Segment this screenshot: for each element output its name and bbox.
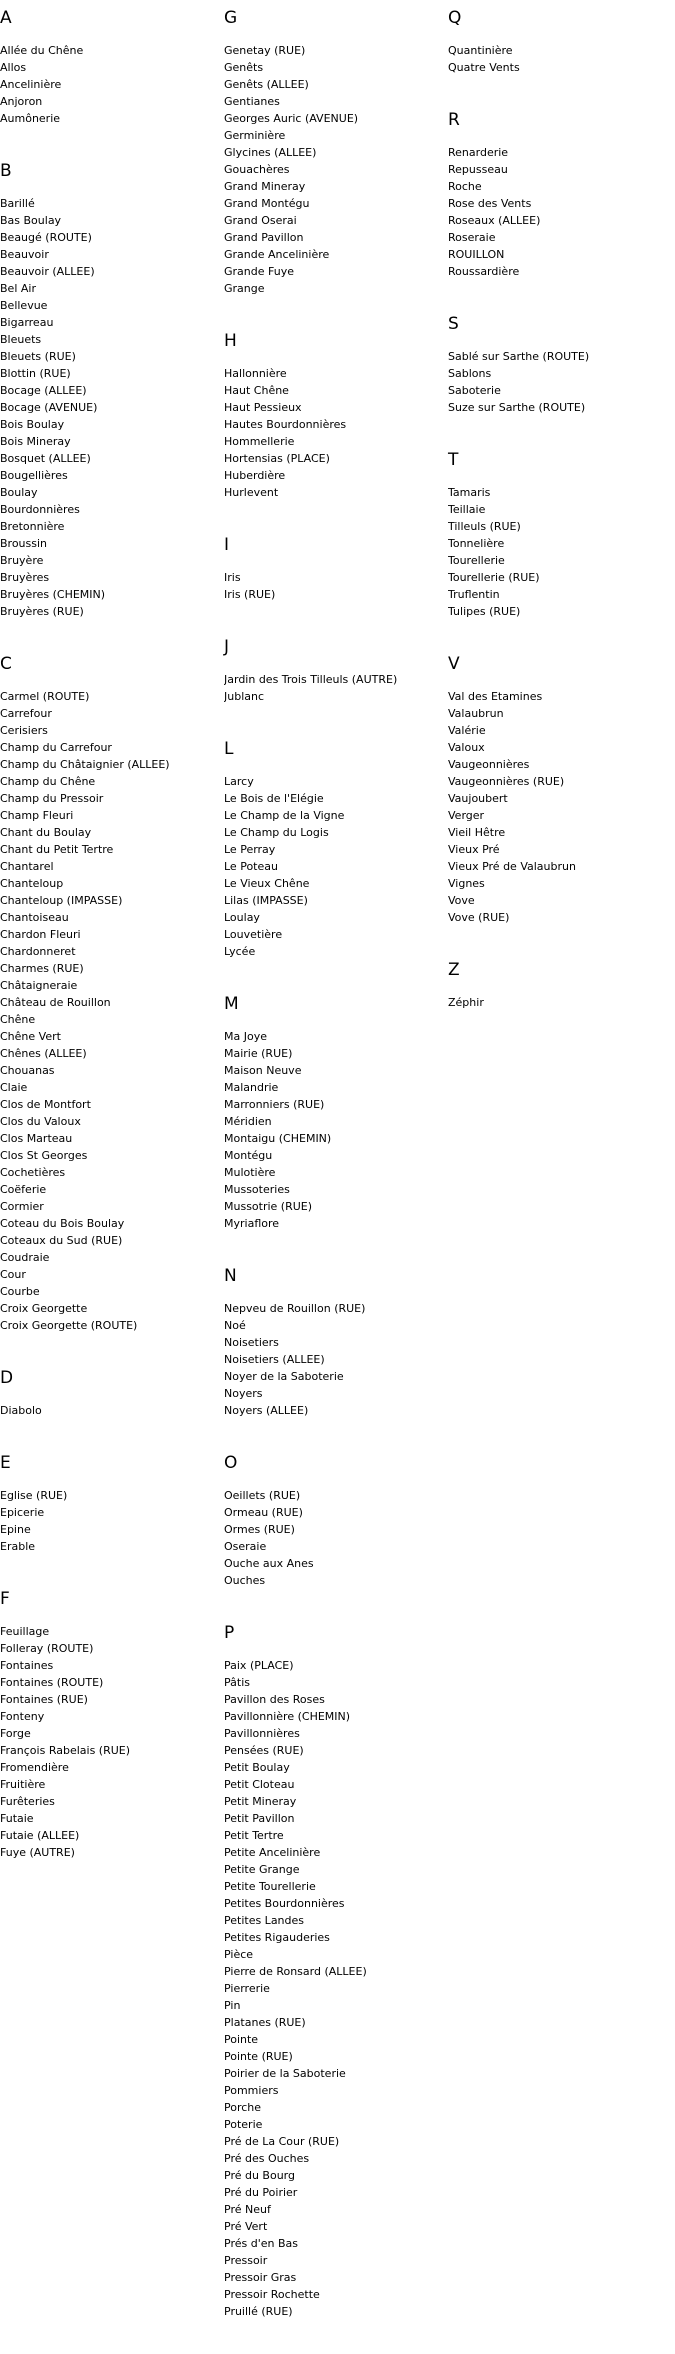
street-name: Futaie [0,1812,34,1825]
street-list [0,1487,218,1555]
street-name: Hautes Bourdonnières [224,418,347,431]
letter-section [224,994,442,1232]
street-list [224,42,442,297]
letter-section [448,314,666,416]
street-name: Montégu [224,1149,273,1162]
letter-section [224,637,442,705]
street-name: Fonteny [0,1710,45,1723]
street-name: Ormeau (RUE) [224,1506,303,1519]
street-name: Clos de Montfort [0,1098,91,1111]
street-name: Le Poteau [224,860,278,873]
street-name: Noyer de la Saboterie [224,1370,344,1383]
letter-heading: Q [448,8,462,28]
street-name: Tourellerie (RUE) [448,571,540,584]
street-name: Georges Auric (AVENUE) [224,112,359,125]
letter-section [448,110,666,280]
letter-heading: I [224,535,230,555]
street-name: Tamaris [448,486,491,499]
street-name: Maison Neuve [224,1064,302,1077]
street-name: Quatre Vents [448,61,520,74]
column-2 [224,8,442,2354]
letter-section [224,8,442,297]
street-name: Chanteloup (IMPASSE) [0,894,123,907]
street-name: Lycée [224,945,256,958]
street-name: Sablons [448,367,492,380]
street-list [448,484,666,620]
street-list [448,42,666,76]
street-name: Le Champ de la Vigne [224,809,345,822]
letter-section [0,1589,218,1861]
street-name: Bougellières [0,469,68,482]
street-name: Châtaigneraie [0,979,78,992]
street-name: Bruyères [0,571,50,584]
street-name: Anjoron [0,95,43,108]
street-name: Verger [448,809,485,822]
street-name: Bruyères (RUE) [0,605,84,618]
street-name: Pré Vert [224,2220,268,2233]
street-name: Hortensias (PLACE) [224,452,330,465]
street-name: Fromendière [0,1761,69,1774]
street-list [0,688,218,1334]
street-name: Cour [0,1268,26,1281]
street-name: Myriaflore [224,1217,280,1230]
street-name: Malandrie [224,1081,279,1094]
street-name: Champ du Carrefour [0,741,112,754]
street-name: Coëferie [0,1183,47,1196]
street-name: Pressoir [224,2254,268,2267]
street-name: Haut Chêne [224,384,289,397]
street-name: Roseraie [448,231,496,244]
letter-section [0,161,218,620]
letter-heading: P [224,1623,235,1643]
street-name: Beauvoir [0,248,49,261]
street-name: Méridien [224,1115,272,1128]
street-name: Valérie [448,724,486,737]
street-name: Vaugeonnières [448,758,530,771]
street-name: Pré du Bourg [224,2169,295,2182]
letter-section [0,8,218,127]
street-name: Pommiers [224,2084,279,2097]
letter-section [224,1453,442,1589]
street-name: Chantoiseau [0,911,69,924]
street-name: Feuillage [0,1625,50,1638]
letter-section [0,654,218,1334]
street-name: Pâtis [224,1676,250,1689]
letter-section [224,331,442,501]
street-name: Grand Montégu [224,197,310,210]
street-name: Pruillé (RUE) [224,2305,293,2318]
letter-section [0,1453,218,1555]
street-name: Montaigu (CHEMIN) [224,1132,332,1145]
street-name: Château de Rouillon [0,996,111,1009]
street-name: Roussardière [448,265,520,278]
street-name: Mairie (RUE) [224,1047,293,1060]
street-list [224,773,442,960]
street-name: Gouachères [224,163,290,176]
street-name: Barillé [0,197,35,210]
street-name: Grand Mineray [224,180,306,193]
street-name: Allée du Chêne [0,44,84,57]
street-name: Ma Joye [224,1030,267,1043]
letter-heading: J [224,637,230,657]
street-name: Forge [0,1727,31,1740]
street-name: Carrefour [0,707,52,720]
street-name: Saboterie [448,384,501,397]
street-name: Epicerie [0,1506,45,1519]
street-name: Bosquet (ALLEE) [0,452,91,465]
letter-heading: M [224,994,239,1014]
street-name: Fontaines (RUE) [0,1693,88,1706]
street-name: Huberdière [224,469,286,482]
street-name: Le Perray [224,843,276,856]
street-name: Petites Bourdonnières [224,1897,345,1910]
street-list [0,1402,218,1419]
street-name: Ouches [224,1574,266,1587]
street-name: Quantinière [448,44,513,57]
street-name: Tourellerie [448,554,505,567]
street-name: ROUILLON [448,248,505,261]
street-name: Iris [224,571,241,584]
street-name: Vieux Pré [448,843,500,856]
street-name: Lilas (IMPASSE) [224,894,308,907]
street-name: Bigarreau [0,316,54,329]
street-name: Ouche aux Anes [224,1557,314,1570]
street-name: Bel Air [0,282,36,295]
street-name: Clos du Valoux [0,1115,81,1128]
letter-section [448,654,666,926]
street-name: Chant du Petit Tertre [0,843,114,856]
letter-heading: A [0,8,12,28]
street-name: Vignes [448,877,485,890]
street-name: Pré Neuf [224,2203,271,2216]
column-1 [0,8,218,1895]
street-name: Clos St Georges [0,1149,88,1162]
street-name: Vieux Pré de Valaubrun [448,860,576,873]
street-name: Vove [448,894,475,907]
street-name: Petit Mineray [224,1795,297,1808]
street-name: Carmel (ROUTE) [0,690,90,703]
street-name: Hommellerie [224,435,295,448]
street-name: Coteau du Bois Boulay [0,1217,125,1230]
street-name: Petite Ancelinière [224,1846,321,1859]
street-name: Furêteries [0,1795,55,1808]
street-name: Noyers (ALLEE) [224,1404,309,1417]
street-name: Petit Pavillon [224,1812,295,1825]
street-name: Oeillets (RUE) [224,1489,301,1502]
street-name: Jublanc [224,690,265,703]
street-name: Mulotière [224,1166,276,1179]
street-name: Fontaines (ROUTE) [0,1676,104,1689]
letter-section [224,535,442,603]
street-name: Tilleuls (RUE) [448,520,521,533]
street-name: Croix Georgette (ROUTE) [0,1319,138,1332]
street-name: Gentianes [224,95,280,108]
street-name: Erable [0,1540,36,1553]
street-name: Chardon Fleuri [0,928,81,941]
street-name: Prés d'en Bas [224,2237,298,2250]
street-name: Petit Tertre [224,1829,284,1842]
street-name: Sablé sur Sarthe (ROUTE) [448,350,590,363]
street-name: Pavillonnières [224,1727,300,1740]
letter-heading: O [224,1453,238,1473]
street-name: Porche [224,2101,262,2114]
letter-heading: R [448,110,460,130]
street-name: Marronniers (RUE) [224,1098,325,1111]
street-name: Noisetiers [224,1336,279,1349]
street-name: Vieil Hêtre [448,826,506,839]
street-name: Rose des Vents [448,197,532,210]
street-name: Pré de La Cour (RUE) [224,2135,340,2148]
street-name: Genetay (RUE) [224,44,306,57]
street-name: Cormier [0,1200,44,1213]
letter-heading: E [0,1453,11,1473]
street-name: Chant du Boulay [0,826,92,839]
street-name: Pavillon des Roses [224,1693,325,1706]
letter-heading: B [0,161,12,181]
street-name: Platanes (RUE) [224,2016,306,2029]
street-name: Hurlevent [224,486,279,499]
street-name: Le Champ du Logis [224,826,329,839]
street-name: Pavillonnière (CHEMIN) [224,1710,351,1723]
street-name: Pensées (RUE) [224,1744,304,1757]
street-name: Bocage (ALLEE) [0,384,87,397]
street-name: Roseaux (ALLEE) [448,214,541,227]
street-name: Bruyères (CHEMIN) [0,588,106,601]
letter-section [0,1368,218,1419]
street-name: Petite Grange [224,1863,300,1876]
street-name: Pré des Ouches [224,2152,310,2165]
street-name: Suze sur Sarthe (ROUTE) [448,401,586,414]
street-name: Jardin des Trois Tilleuls (AUTRE) [224,673,398,686]
street-name: Oseraie [224,1540,267,1553]
street-name: Bellevue [0,299,48,312]
street-list [224,1487,442,1589]
street-list [224,569,442,603]
street-list [0,1623,218,1861]
street-name: Futaie (ALLEE) [0,1829,80,1842]
street-name: Bruyère [0,554,44,567]
letter-heading: H [224,331,237,351]
street-name: Pierre de Ronsard (ALLEE) [224,1965,367,1978]
street-name: Chardonneret [0,945,76,958]
street-name: Hallonnière [224,367,287,380]
street-name: Chouanas [0,1064,55,1077]
letter-section [224,1266,442,1419]
street-name: Clos Marteau [0,1132,73,1145]
street-name: Coteaux du Sud (RUE) [0,1234,123,1247]
street-name: Epine [0,1523,31,1536]
street-name: Vaujoubert [448,792,508,805]
street-name: Noisetiers (ALLEE) [224,1353,325,1366]
street-name: Diabolo [0,1404,42,1417]
street-name: Boulay [0,486,38,499]
street-name: Grand Oserai [224,214,297,227]
street-name: Chanteloup [0,877,64,890]
street-name: Blottin (RUE) [0,367,71,380]
street-name: Genêts [224,61,264,74]
street-name: Chênes (ALLEE) [0,1047,87,1060]
street-name: Bleuets (RUE) [0,350,76,363]
street-name: François Rabelais (RUE) [0,1744,131,1757]
street-name: Poterie [224,2118,263,2131]
street-name: Claie [0,1081,28,1094]
street-name: Grange [224,282,265,295]
street-list [0,42,218,127]
street-name: Bas Boulay [0,214,62,227]
letter-section [224,1623,442,2320]
street-list [224,1657,442,2320]
street-name: Teillaie [448,503,486,516]
street-name: Zéphir [448,996,484,1009]
street-name: Mussotrie (RUE) [224,1200,313,1213]
street-name: Champ du Châtaignier (ALLEE) [0,758,170,771]
street-name: Tonnelière [448,537,505,550]
letter-section [448,8,666,76]
street-name: Petit Cloteau [224,1778,295,1791]
street-name: Noé [224,1319,246,1332]
street-name: Le Vieux Chêne [224,877,310,890]
street-name: Bois Boulay [0,418,65,431]
street-list [224,365,442,501]
street-name: Cerisiers [0,724,48,737]
column-3 [448,8,666,1045]
street-name: Grand Pavillon [224,231,304,244]
letter-heading: C [0,654,12,674]
street-name: Coudraie [0,1251,50,1264]
street-name: Loulay [224,911,260,924]
letter-heading: D [0,1368,14,1388]
letter-heading: N [224,1266,237,1286]
street-name: Pointe (RUE) [224,2050,293,2063]
street-name: Beaugé (ROUTE) [0,231,92,244]
street-name: Courbe [0,1285,40,1298]
street-name: Charmes (RUE) [0,962,84,975]
street-list [448,348,666,416]
street-name: Genêts (ALLEE) [224,78,309,91]
street-list [0,195,218,620]
street-name: Glycines (ALLEE) [224,146,317,159]
street-name: Pointe [224,2033,259,2046]
street-name: Fontaines [0,1659,54,1672]
street-name: Haut Pessieux [224,401,302,414]
street-name: Broussin [0,537,48,550]
street-name: Noyers [224,1387,263,1400]
street-name: Petite Tourellerie [224,1880,316,1893]
street-name: Iris (RUE) [224,588,276,601]
street-name: Chêne Vert [0,1030,61,1043]
street-name: Repusseau [448,163,508,176]
street-name: Pressoir Gras [224,2271,297,2284]
letter-heading: T [448,450,459,470]
letter-heading: V [448,654,460,674]
street-name: Le Bois de l'Elégie [224,792,324,805]
street-name: Ancelinière [0,78,62,91]
street-name: Louvetière [224,928,283,941]
street-name: Pièce [224,1948,254,1961]
street-list [448,994,666,1011]
street-name: Valoux [448,741,485,754]
street-name: Allos [0,61,27,74]
street-name: Folleray (ROUTE) [0,1642,94,1655]
street-name: Bourdonnières [0,503,80,516]
street-name: Nepveu de Rouillon (RUE) [224,1302,366,1315]
street-name: Pressoir Rochette [224,2288,320,2301]
letter-heading: L [224,739,234,759]
street-name: Valaubrun [448,707,504,720]
street-name: Cochetières [0,1166,66,1179]
street-list [224,1300,442,1419]
street-name: Bocage (AVENUE) [0,401,98,414]
street-name: Champ du Pressoir [0,792,104,805]
street-list [448,688,666,926]
street-name: Truflentin [448,588,500,601]
street-name: Champ du Chêne [0,775,96,788]
street-name: Champ Fleuri [0,809,74,822]
street-name: Beauvoir (ALLEE) [0,265,95,278]
street-name: Eglise (RUE) [0,1489,68,1502]
street-name: Vaugeonnières (RUE) [448,775,565,788]
street-name: Ormes (RUE) [224,1523,295,1536]
street-name: Pierrerie [224,1982,270,1995]
street-name: Roche [448,180,482,193]
street-name: Germinière [224,129,286,142]
street-name: Renarderie [448,146,509,159]
street-name: Pré du Poirier [224,2186,298,2199]
letter-section [448,960,666,1011]
letter-section [448,450,666,620]
street-name: Petit Boulay [224,1761,290,1774]
street-list [224,1028,442,1232]
street-name: Fuye (AUTRE) [0,1846,75,1859]
street-name: Poirier de la Saboterie [224,2067,346,2080]
street-name: Grande Ancelinière [224,248,330,261]
street-name: Bretonnière [0,520,65,533]
street-name: Larcy [224,775,254,788]
letter-heading: S [448,314,459,334]
street-name: Fruitière [0,1778,46,1791]
street-name: Chêne [0,1013,36,1026]
street-name: Chantarel [0,860,54,873]
street-name: Petites Rigauderies [224,1931,330,1944]
street-name: Pin [224,1999,241,2012]
street-name: Mussoteries [224,1183,290,1196]
street-name: Vove (RUE) [448,911,510,924]
letter-section [224,739,442,960]
street-name: Grande Fuye [224,265,294,278]
street-name: Val des Etamines [448,690,543,703]
street-name: Aumônerie [0,112,61,125]
street-list [224,671,442,705]
street-name: Bois Mineray [0,435,71,448]
street-name: Petites Landes [224,1914,305,1927]
street-name: Croix Georgette [0,1302,88,1315]
street-name: Paix (PLACE) [224,1659,294,1672]
street-name: Bleuets [0,333,42,346]
letter-heading: G [224,8,238,28]
street-name: Tulipes (RUE) [448,605,521,618]
letter-heading: F [0,1589,10,1609]
street-list [448,144,666,280]
letter-heading: Z [448,960,460,980]
